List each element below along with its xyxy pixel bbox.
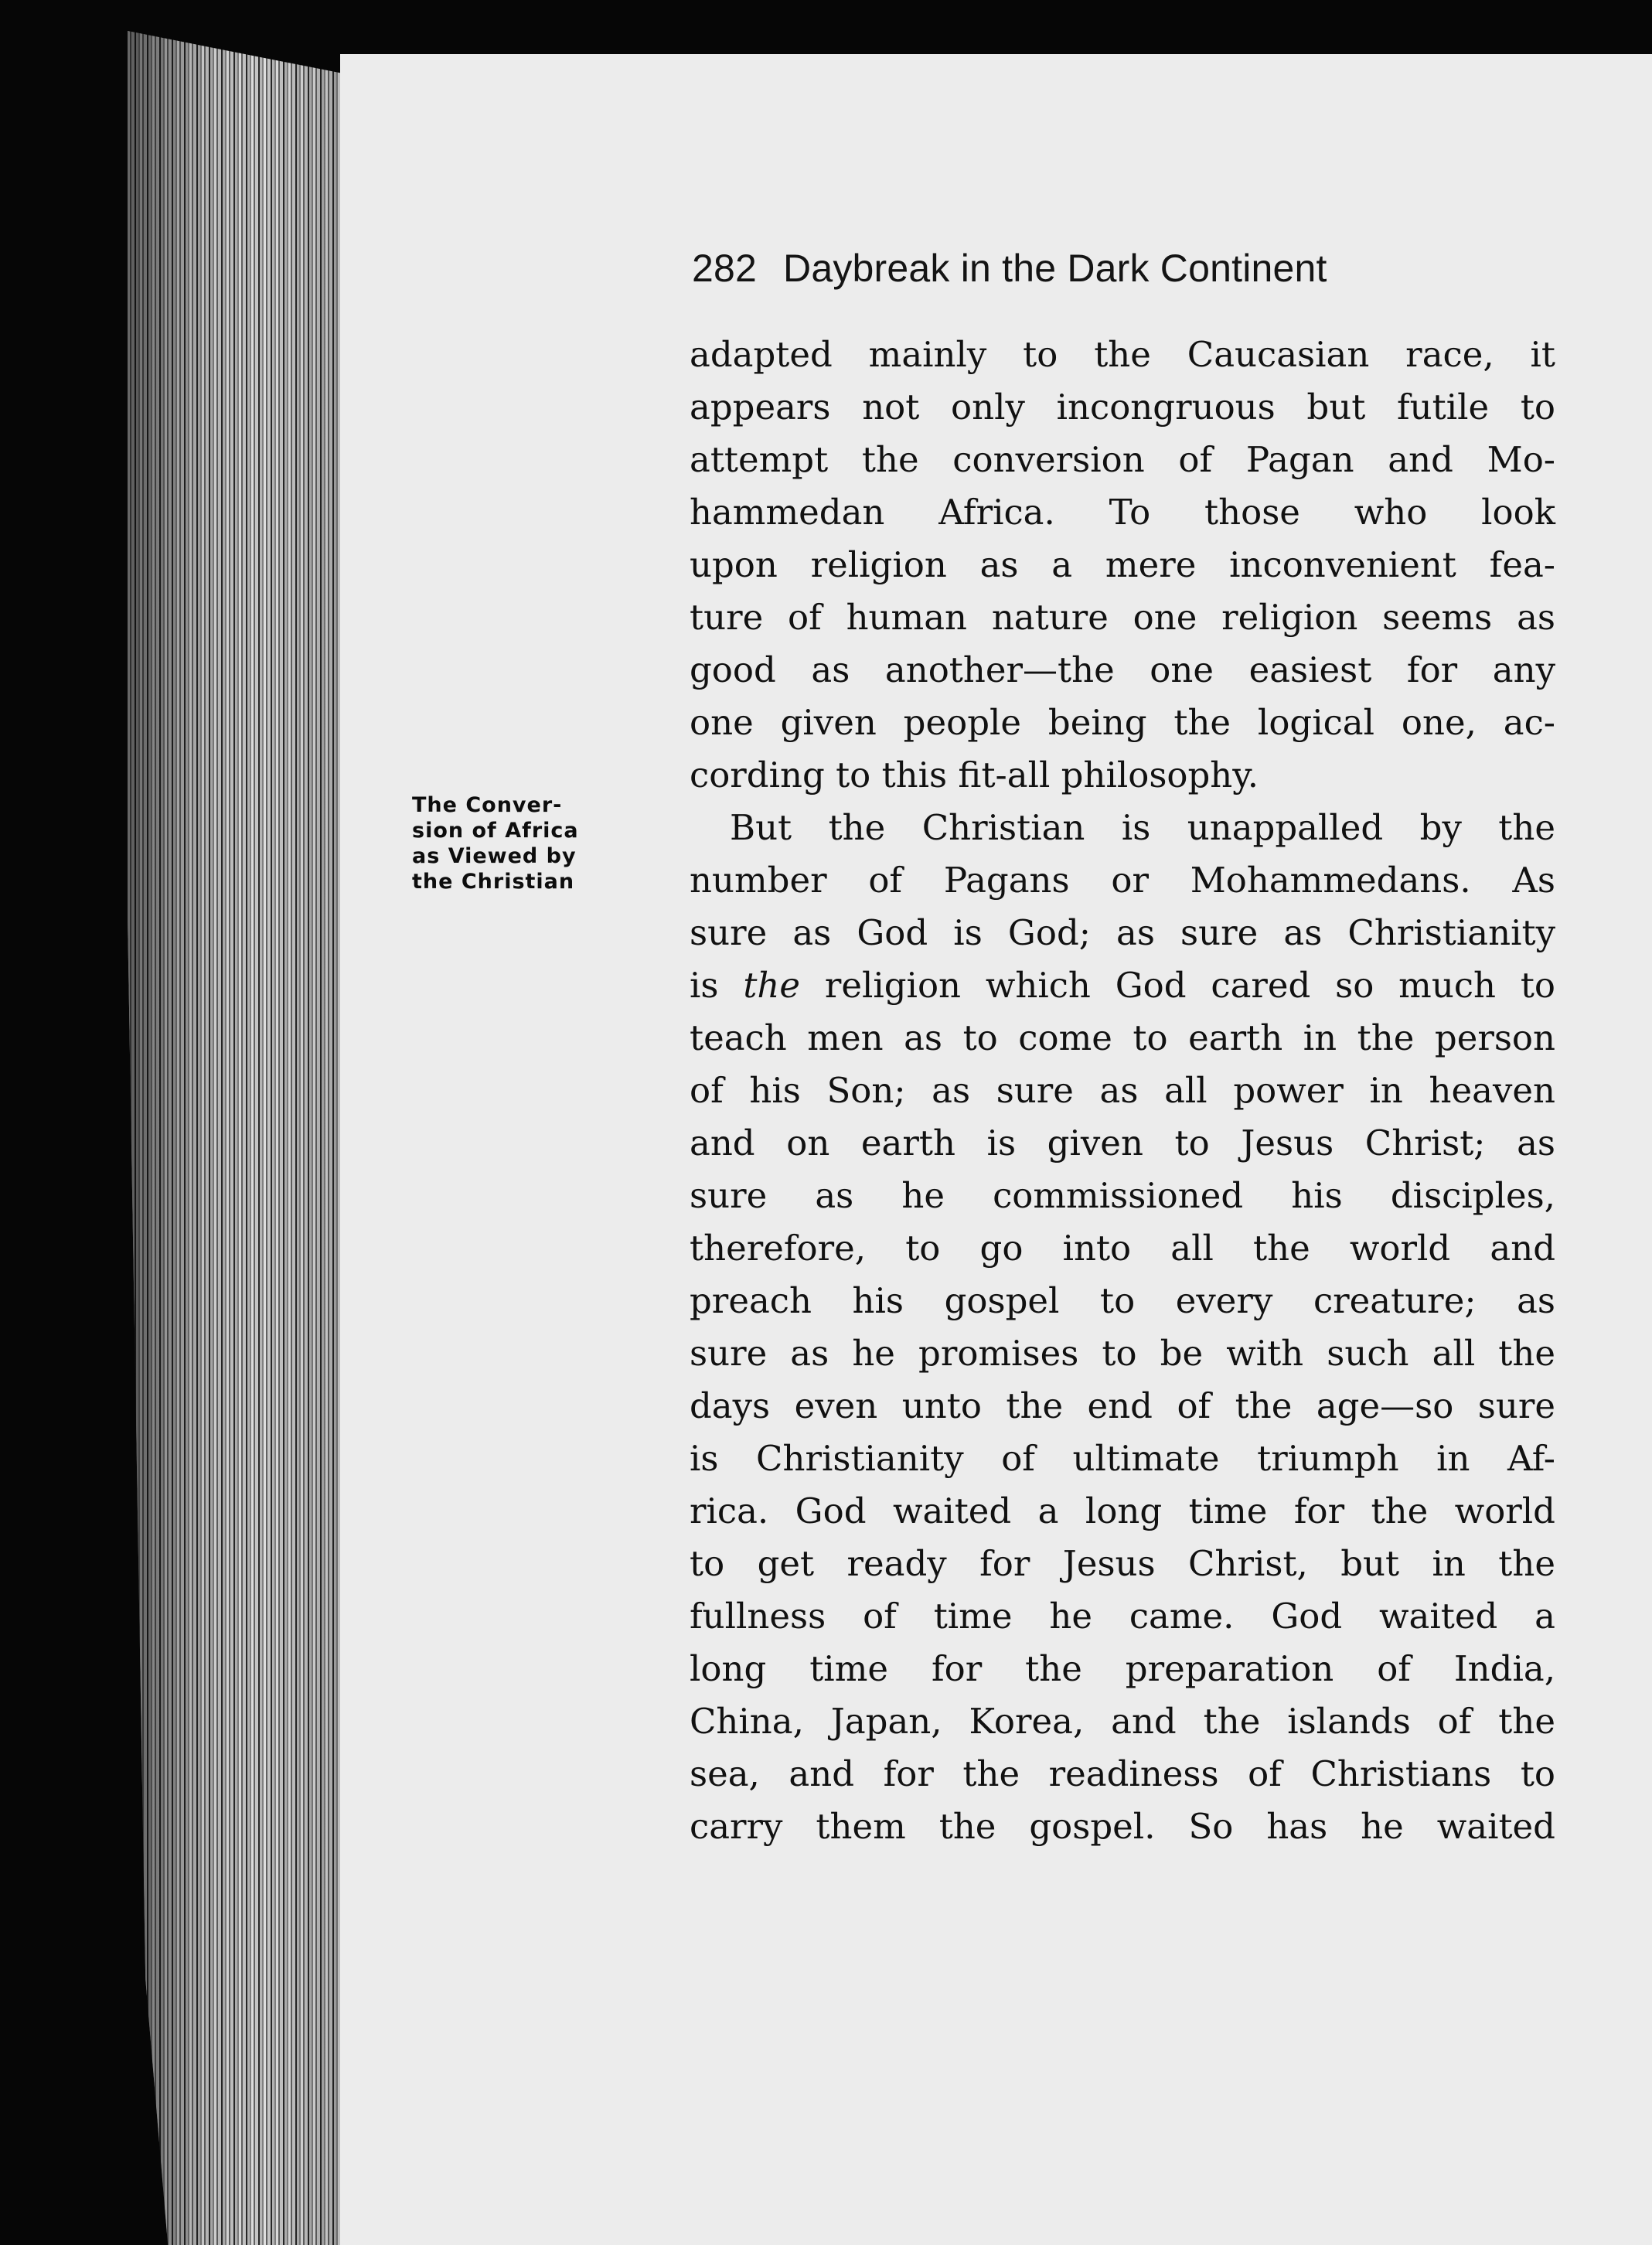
text-line: attempt the conversion of Pagan and Mo- <box>690 439 1555 480</box>
sidenote-line: The Conver- <box>412 793 563 817</box>
text-line: China, Japan, Korea, and the islands of the <box>690 1701 1555 1742</box>
text-line: But the Christian is unappalled by the <box>730 807 1555 848</box>
text-line: carry them the gospel. So has he waited <box>690 1806 1555 1847</box>
running-title: Daybreak in the Dark Continent <box>783 247 1327 290</box>
text-line: hammedan Africa. To those who look <box>690 492 1555 533</box>
page-number: 282 <box>692 247 758 290</box>
text-line: preach his gospel to every creature; as <box>690 1280 1555 1321</box>
italic-word: the <box>743 965 801 1006</box>
text-line: long time for the preparation of India, <box>690 1648 1555 1689</box>
body-text <box>690 329 1555 1853</box>
sidenote-line: as Viewed by <box>412 844 577 868</box>
page-edges-shadow <box>128 31 352 2245</box>
text-fragment: is <box>690 965 744 1006</box>
text-line: therefore, to go into all the world and <box>690 1228 1555 1269</box>
text-line: teach men as to come to earth in the person <box>690 1017 1555 1058</box>
text-line: appears not only incongruous but futile to <box>690 387 1555 428</box>
sidenote-line: the Christian <box>412 870 575 894</box>
text-line-with-italic <box>690 959 1555 1012</box>
text-line: number of Pagans or Mohammedans. As <box>690 860 1555 901</box>
sidenote-line: sion of Africa <box>412 819 579 843</box>
text-line: sure as he promises to be with such all the <box>690 1333 1555 1374</box>
text-fragment: religion which God cared so much to <box>824 965 1555 1006</box>
text-line: ture of human nature one religion seems as <box>690 597 1555 638</box>
text-line: of his Son; as sure as all power in heaven <box>690 1070 1555 1111</box>
margin-sidenote <box>412 792 659 894</box>
text-line: cording to this fit-all philosophy. <box>690 755 1259 795</box>
text-line: fullness of time he came. God waited a <box>690 1596 1555 1637</box>
text-line: sure as he commissioned his disciples, <box>690 1175 1555 1216</box>
text-line: sure as God is God; as sure as Christianity <box>690 912 1555 953</box>
running-head <box>692 246 1558 291</box>
text-line: sea, and for the readiness of Christians to <box>690 1753 1555 1794</box>
text-line: is Christianity of ultimate triumph in Af- <box>690 1438 1555 1479</box>
text-line: one given people being the logical one, ac- <box>690 702 1555 743</box>
text-line: and on earth is given to Jesus Christ; as <box>690 1122 1555 1163</box>
text-line: good as another—the one easiest for any <box>690 649 1555 690</box>
text-line: rica. God waited a long time for the world <box>690 1490 1555 1531</box>
text-line: adapted mainly to the Caucasian race, it <box>690 334 1555 375</box>
text-line: days even unto the end of the age—so sure <box>690 1385 1555 1426</box>
text-line: upon religion as a mere inconvenient fea- <box>690 544 1555 585</box>
text-line: to get ready for Jesus Christ, but in the <box>690 1543 1555 1584</box>
